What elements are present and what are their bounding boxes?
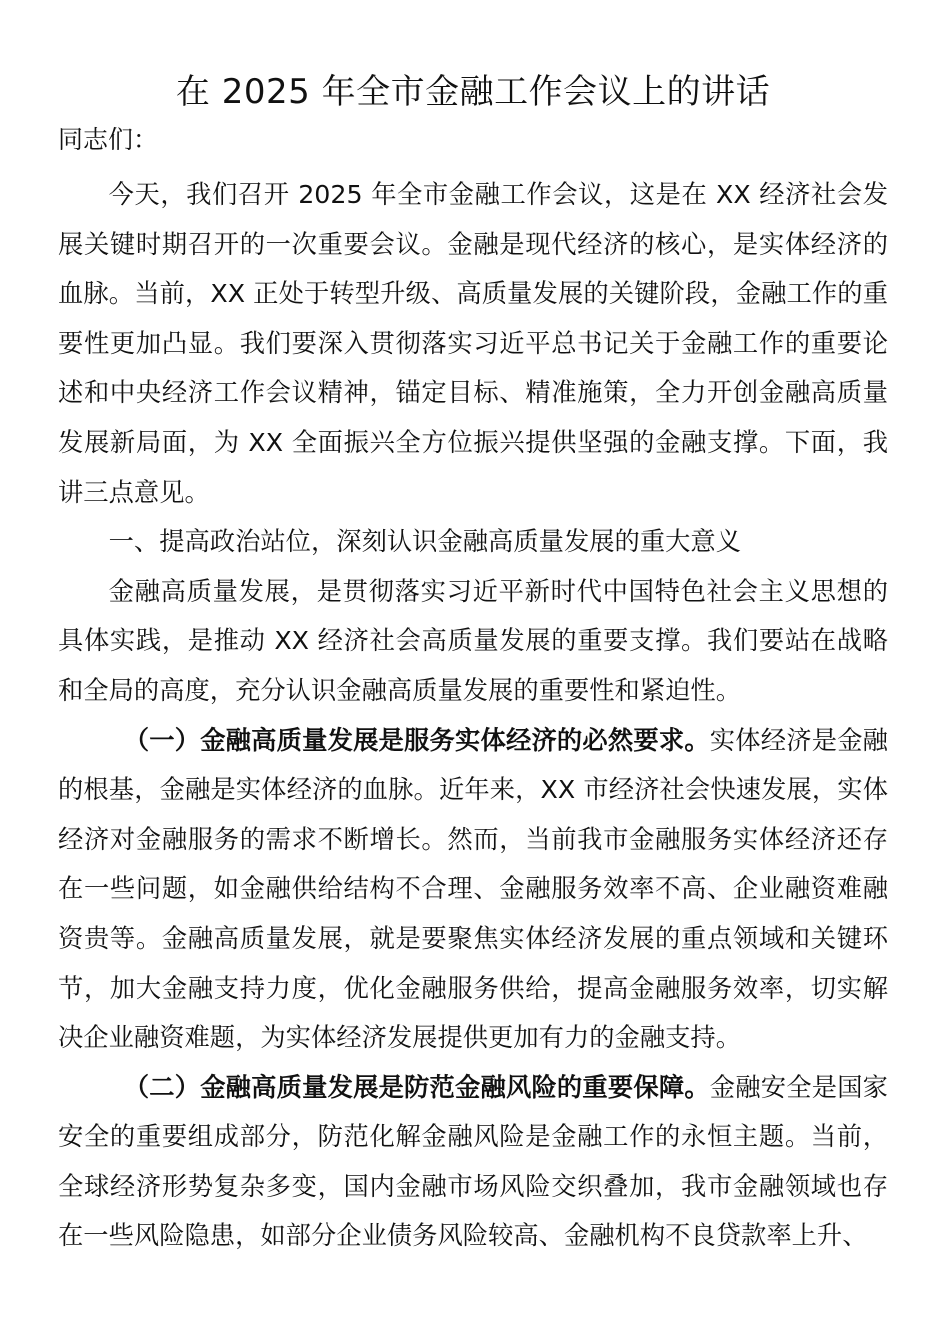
section-1-heading: 一、提高政治站位，深刻认识金融高质量发展的重大意义	[108, 527, 742, 557]
point-2-body: 金融安全是国家安全的重要组成部分，防范化解金融风险是金融工作的永恒主题。当前，全球经济形势复杂多变，国内金融市场风险交织叠加，我市金融领域也存在一些风险隐患，如部分企业债务风险较高、金融机构不良贷款率上升、	[58, 1072, 888, 1251]
section-1-intro-paragraph: 金融高质量发展，是贯彻落实习近平新时代中国特色社会主义思想的具体实践，是推动 XX 经济社会高质量发展的重要支撑。我们要站在战略和全局的高度，充分认识金融高质量发展的重要性和紧迫性。	[58, 576, 888, 705]
point-2-paragraph	[58, 1063, 888, 1261]
point-1-lead: （一）金融高质量发展是服务实体经济的必然要求。	[123, 725, 710, 755]
intro-paragraph: 今天，我们召开 2025 年全市金融工作会议，这是在 XX 经济社会发展关键时期召开的一次重要会议。金融是现代经济的核心，是实体经济的血脉。当前，XX 正处于转型升级、高质量发展的关键阶段，金融工作的重要性更加凸显。我们要深入贯彻落实习近平总书记关于金融工作的重要论述和中央经济工作会议精神，锚定目标、精准施策，全力开创金融高质量发展新局面，为 XX 全面振兴全方位振兴提供坚强的金融支撑。下面，我讲三点意见。	[58, 180, 888, 507]
point-1-body: 实体经济是金融的根基，金融是实体经济的血脉。近年来，XX 市经济社会快速发展，实体经济对金融服务的需求不断增长。然而，当前我市金融服务实体经济还存在一些问题，如金融供给结构不合理、金融服务效率不高、企业融资难融资贵等。金融高质量发展，就是要聚焦实体经济发展的重点领域和关键环节，加大金融支持力度，优化金融服务供给，提高金融服务效率，切实解决企业融资难题，为实体经济发展提供更加有力的金融支持。	[58, 725, 888, 1053]
point-2-lead: （二）金融高质量发展是防范金融风险的重要保障。	[123, 1072, 710, 1102]
document-title: 在 2025 年全市金融工作会议上的讲话	[175, 72, 771, 112]
salutation: 同志们：	[58, 125, 159, 154]
point-1-paragraph	[58, 716, 888, 1063]
